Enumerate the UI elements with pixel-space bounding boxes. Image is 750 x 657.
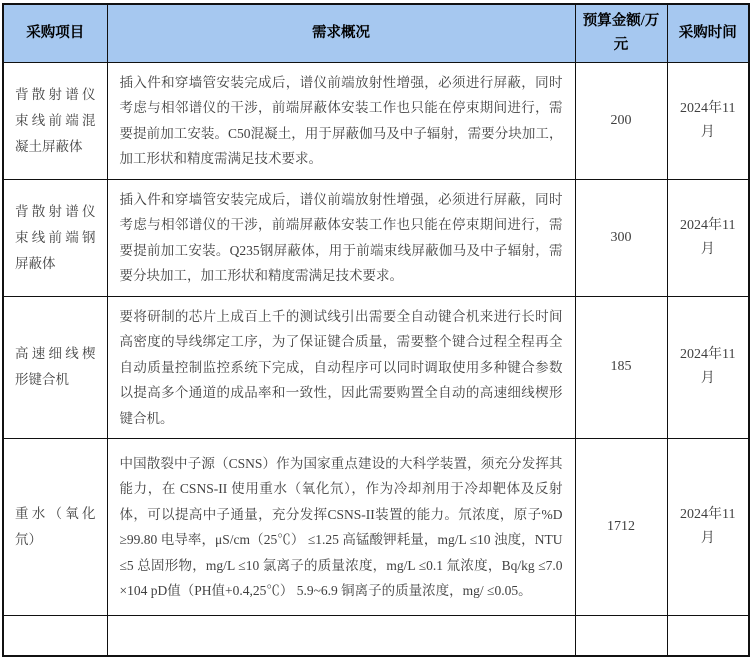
cell-budget-amount: 200 [575,62,667,179]
cell-procurement-time: 2024年11月 [667,62,749,179]
procurement-table-container [2,3,748,657]
cell-procurement-item: 高速细线楔形键合机 [3,296,107,439]
cell-requirement-summary [107,616,575,656]
table-header [3,4,749,62]
cell-procurement-time: 2024年11月 [667,179,749,296]
header-procurement-time: 采购时间 [667,4,749,62]
cell-procurement-time: 2024年11月 [667,439,749,616]
cell-budget-amount: 1712 [575,439,667,616]
table-row [3,616,749,656]
cell-requirement-summary: 中国散裂中子源（CSNS）作为国家重点建设的大科学装置，须充分发挥其能力，在 CSNS-II 使用重水（氧化氘），作为冷却剂用于冷却靶体及反射体，可以提高中子通量，充分发挥CSNS-II装置的能力。氘浓度，原子%D ≥99.80 电导率，μS/cm（25℃） ≤1.25 高锰酸钾耗量，mg/L ≤10 浊度，NTU ≤5 总固形物，mg/L ≤10 氯离子的质量浓度，mg/L ≤0.1 氚浓度，Bq/kg ≤7.0×104 pD值（PH值+0.4,25℃） 5.9~6.9 铜离子的质量浓度，mg/ ≤0.05。 [107,439,575,616]
cell-budget-amount: 300 [575,179,667,296]
cell-requirement-summary: 插入件和穿墙管安装完成后，谱仪前端放射性增强，必须进行屏蔽，同时考虑与相邻谱仪的干涉，前端屏蔽体安装工作也只能在停束期间进行，需要提前加工安装。C50混凝土，用于屏蔽伽马及中子辐射，需要分块加工，加工形状和精度需满足技术要求。 [107,62,575,179]
header-requirement-summary: 需求概况 [107,4,575,62]
table-row [3,179,749,296]
cell-requirement-summary: 插入件和穿墙管安装完成后，谱仪前端放射性增强，必须进行屏蔽，同时考虑与相邻谱仪的干涉，前端屏蔽体安装工作也只能在停束期间进行，需要提前加工安装。Q235钢屏蔽体，用于前端束线屏蔽伽马及中子辐射，需要分块加工，加工形状和精度需满足技术要求。 [107,179,575,296]
cell-procurement-item: 背散射谱仪束线前端混凝土屏蔽体 [3,62,107,179]
header-row [3,4,749,62]
table-row [3,62,749,179]
cell-budget-amount: 185 [575,296,667,439]
cell-procurement-item: 重水（氧化氘） [3,439,107,616]
cell-procurement-item [3,616,107,656]
procurement-table [2,3,750,657]
header-budget-amount: 预算金额/万元 [575,4,667,62]
cell-budget-amount [575,616,667,656]
table-body [3,62,749,656]
cell-procurement-time [667,616,749,656]
cell-procurement-time: 2024年11月 [667,296,749,439]
header-procurement-item: 采购项目 [3,4,107,62]
cell-procurement-item: 背散射谱仪束线前端钢屏蔽体 [3,179,107,296]
cell-requirement-summary: 要将研制的芯片上成百上千的测试线引出需要全自动键合机来进行长时间高密度的导线绑定工序，为了保证键合质量，需要整个键合过程全程再全自动质量控制监控系统下完成，自动程序可以同时调取使用多种键合参数以提高多个通道的成品率和一致性，因此需要购置全自动的高速细线楔形键合机。 [107,296,575,439]
table-row [3,439,749,616]
table-row [3,296,749,439]
